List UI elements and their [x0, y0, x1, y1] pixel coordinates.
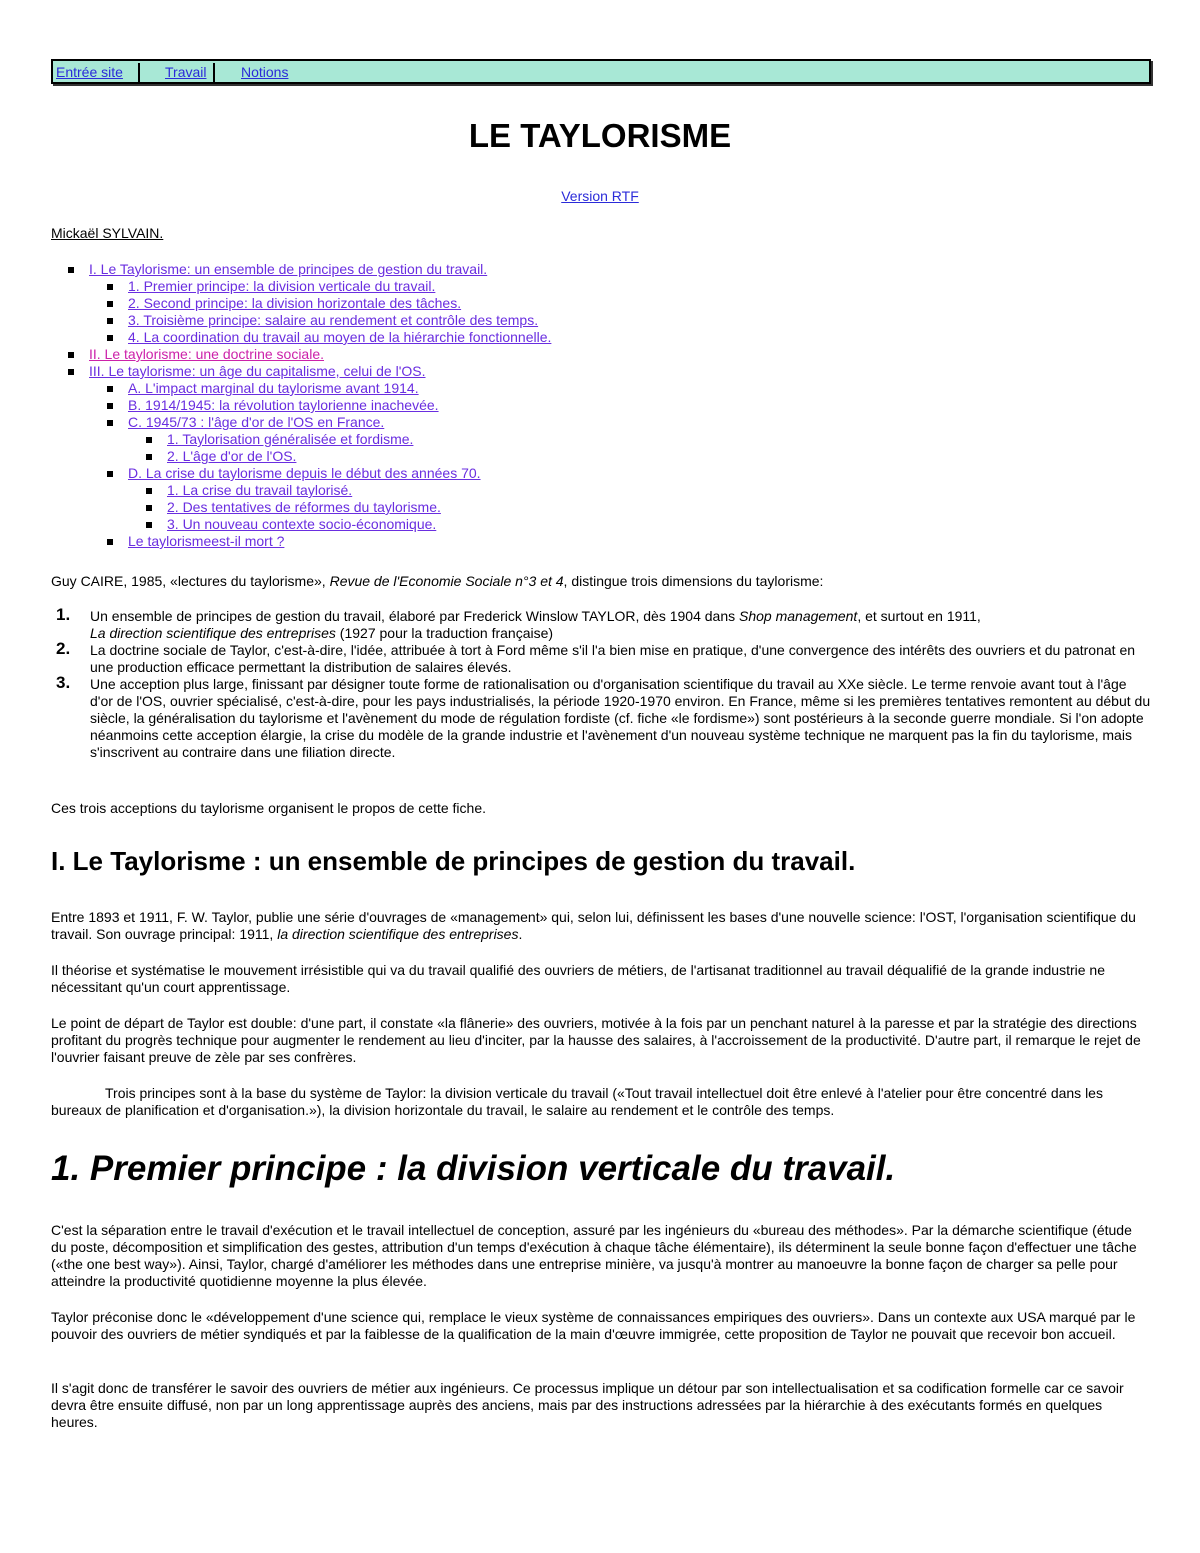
- after-list-paragraph: Ces trois acceptions du taylorisme organisent le propos de cette fiche.: [51, 800, 487, 816]
- toc-item: [51, 533, 1151, 550]
- nav-separator: [138, 63, 140, 82]
- toc-link[interactable]: D. La crise du taylorisme depuis le début des années 70.: [128, 465, 481, 481]
- bullet-icon: [68, 369, 74, 375]
- bullet-icon: [107, 386, 113, 392]
- section1-paragraph-2: Il théorise et systématise le mouvement irrésistible qui va du travail qualifié des ouvriers de métiers, de l'artisanat traditionnel au travail déqualifié de la grande industrie ne nécessitant qu'un court apprentissage.: [51, 962, 1105, 995]
- list-item-text: Une acception plus large, finissant par désigner toute forme de rationalisation ou d'organisation scientifique du travail au XXe siècle. Le terme renvoie avant tout à l'âge d'or de l'OS, ouvrier spécialisé, c'est-à-dire, pour les pays industrialisés, la période 1920-1970 environ. En France, même si les premières tentatives remontent au début du siècle, la généralisation du taylorisme et l'avènement du mode de régulation fordiste (cf. fiche «le fordisme») sont postérieurs à la seconde guerre mondiale. Si l'on adopte néanmoins cette acception élargie, la crise du modèle de la grande industrie et l'avènement d'un nouveau système technique ne marquent pas la fin du taylorisme, mais s'inscrivent au contraire dans une filiation directe.: [90, 676, 1151, 760]
- toc-item: [51, 346, 1151, 363]
- toc-item: [51, 516, 1151, 533]
- list-item: [51, 605, 1151, 642]
- toc-item: [51, 329, 1151, 346]
- toc-link[interactable]: 1. Taylorisation généralisée et fordisme.: [167, 431, 414, 447]
- bullet-icon: [146, 505, 152, 511]
- section1-paragraph-4: Trois principes sont à la base du système de Taylor: la division verticale du travail («Tout travail intellectuel doit être enlevé à l'atelier pour être concentré dans les bureaux de planification et d'organisation.»), la division horizontale du travail, le salaire au rendement et le contrôle des temps.: [51, 1085, 1103, 1118]
- list-item: [51, 673, 1151, 761]
- intro-journal-title: Revue de l'Economie Sociale n°3 et 4: [329, 573, 564, 589]
- section1-paragraph-1: [51, 909, 1151, 943]
- paragraph-text: .: [518, 926, 523, 942]
- toc-link[interactable]: 2. L'âge d'or de l'OS.: [167, 448, 297, 464]
- section-heading-1: I. Le Taylorisme : un ensemble de principes de gestion du travail.: [51, 846, 856, 876]
- toc-link[interactable]: 1. La crise du travail taylorisé.: [167, 482, 353, 498]
- version-rtf-link[interactable]: Version RTF: [561, 188, 639, 204]
- list-item-text: , et surtout en 1911,: [857, 608, 981, 624]
- page-title: LE TAYLORISME: [468, 117, 732, 154]
- toc-link[interactable]: 2. Des tentatives de réformes du taylorisme.: [167, 499, 441, 515]
- toc-item: [51, 482, 1151, 499]
- list-item: [51, 639, 1151, 676]
- toc-link[interactable]: 4. La coordination du travail au moyen de la hiérarchie fonctionnelle.: [128, 329, 552, 345]
- intro-paragraph: [51, 573, 1151, 590]
- toc-item: [51, 499, 1151, 516]
- list-item-text: Un ensemble de principes de gestion du travail, élaboré par Frederick Winslow TAYLOR, dès 1904 dans: [90, 608, 740, 624]
- section1-paragraph-3: Le point de départ de Taylor est double: d'une part, il constate «la flânerie» des ouvriers, motivée à la fois par un penchant naturel à la paresse et par la stratégie des directions profitant du progrès technique pour augmenter le rendement au lieu d'inciter, par la hausse des salaires, à l'accroissement de la productivité. D'autre part, il remarque le rejet de l'ouvrier faisant preuve de zèle par ses confrères.: [51, 1015, 1141, 1065]
- toc-link[interactable]: II. Le taylorisme: une doctrine sociale.: [89, 346, 325, 362]
- bullet-icon: [107, 301, 113, 307]
- toc-item: [51, 380, 1151, 397]
- subsection1-paragraph-2: Taylor préconise donc le «développement d'une science qui, remplace le vieux système de connaissances empiriques des ouvriers». Dans un contexte aux USA marqué par le pouvoir des ouvriers de métier syndiqués et par la faiblesse de la qualification de la main d'œuvre immigrée, cette proposition de Taylor ne pouvait que recevoir bon accueil.: [51, 1309, 1136, 1342]
- toc-link[interactable]: Le taylorismeest-il mort ?: [128, 533, 285, 549]
- paragraph-text: Entre 1893 et 1911, F. W. Taylor, publie une série d'ouvrages de «management» qui, selon lui, définissent les bases d'une nouvelle science: l'OST, l'organisation scientifique du travail. Son ouvrage principal: 1911,: [51, 909, 1136, 942]
- list-number: 3.: [56, 673, 71, 692]
- list-item-text: (1927 pour la traduction française): [335, 625, 554, 641]
- bullet-icon: [107, 403, 113, 409]
- bullet-icon: [146, 522, 152, 528]
- toc-item: [51, 261, 1151, 278]
- subsection1-paragraph-3: Il s'agit donc de transférer le savoir des ouvriers de métier aux ingénieurs. Ce processus implique un détour par son intellectualisation et sa codification formelle car ce savoir devra être ensuite diffusé, non par un long apprentissage auprès des anciens, mais par des instructions adressées par la hiérarchie à des exécutants formés en quelques heures.: [51, 1380, 1124, 1430]
- bullet-icon: [68, 352, 74, 358]
- list-number: 1.: [56, 605, 71, 624]
- toc-link[interactable]: I. Le Taylorisme: un ensemble de principes de gestion du travail.: [89, 261, 488, 277]
- book-title: La direction scientifique des entreprises: [90, 625, 336, 641]
- nav-link-notions[interactable]: Notions: [241, 64, 289, 80]
- nav-link-entree-site[interactable]: Entrée site: [56, 64, 123, 80]
- toc-link[interactable]: 3. Troisième principe: salaire au rendement et contrôle des temps.: [128, 312, 539, 328]
- bullet-icon: [107, 471, 113, 477]
- table-of-contents: [51, 261, 1151, 550]
- toc-item: [51, 278, 1151, 295]
- intro-text: Guy CAIRE, 1985, «lectures du taylorisme»,: [51, 573, 330, 589]
- toc-item: [51, 414, 1151, 431]
- nav-separator: [213, 63, 215, 82]
- toc-item: [51, 312, 1151, 329]
- toc-item: [51, 448, 1151, 465]
- toc-link[interactable]: 2. Second principe: la division horizontale des tâches.: [128, 295, 462, 311]
- bullet-icon: [107, 318, 113, 324]
- bullet-icon: [68, 267, 74, 273]
- toc-item: [51, 465, 1151, 482]
- toc-item: [51, 431, 1151, 448]
- bullet-icon: [146, 454, 152, 460]
- bullet-icon: [107, 335, 113, 341]
- toc-item: [51, 363, 1151, 380]
- list-item-text: La doctrine sociale de Taylor, c'est-à-dire, l'idée, attribuée à tort à Ford même s'il l'a bien mise en pratique, d'une convergence des intérêts des ouvriers et du patronat en une production efficace permettant la distribution de salaires élevés.: [90, 642, 1136, 675]
- book-title: la direction scientifique des entreprises: [277, 926, 519, 942]
- toc-link[interactable]: 1. Premier principe: la division verticale du travail.: [128, 278, 436, 294]
- author-name: Mickaël SYLVAIN.: [51, 225, 164, 241]
- subsection1-paragraph-1: C'est la séparation entre le travail d'exécution et le travail intellectuel de conception, assuré par les ingénieurs du «bureau des méthodes». Par la démarche scientifique (étude du poste, décomposition et simplification des gestes, attribution d'un temps d'exécution à chaque tâche élémentaire), ils déterminent la seule bonne façon d'effectuer une tâche («the one best way»). Ainsi, Taylor, chargé d'améliorer les méthodes dans une entreprise minière, va jusqu'à montrer au manoeuvre la bonne façon de charger sa pelle pour atteindre la productivité quotidienne moyenne la plus élevée.: [51, 1222, 1137, 1289]
- toc-link[interactable]: III. Le taylorisme: un âge du capitalisme, celui de l'OS.: [89, 363, 426, 379]
- toc-link[interactable]: A. L'impact marginal du taylorisme avant 1914.: [128, 380, 419, 396]
- bullet-icon: [146, 488, 152, 494]
- toc-link[interactable]: 3. Un nouveau contexte socio-économique.: [167, 516, 437, 532]
- toc-item: [51, 295, 1151, 312]
- dimensions-list: [51, 605, 1151, 761]
- bullet-icon: [146, 437, 152, 443]
- bullet-icon: [107, 539, 113, 545]
- nav-link-travail[interactable]: Travail: [165, 64, 207, 80]
- toc-link[interactable]: B. 1914/1945: la révolution taylorienne inachevée.: [128, 397, 439, 413]
- intro-text-end: , distingue trois dimensions du taylorisme:: [563, 573, 824, 589]
- toc-link[interactable]: C. 1945/73 : l'âge d'or de l'OS en France.: [128, 414, 385, 430]
- bullet-icon: [107, 420, 113, 426]
- list-number: 2.: [56, 639, 71, 658]
- top-navigation-bar: [51, 59, 1151, 84]
- toc-item: [51, 397, 1151, 414]
- book-title: Shop management: [739, 608, 858, 624]
- subsection-heading-1: 1. Premier principe : la division verticale du travail.: [51, 1149, 896, 1188]
- bullet-icon: [107, 284, 113, 290]
- version-link-container: [0, 188, 1200, 205]
